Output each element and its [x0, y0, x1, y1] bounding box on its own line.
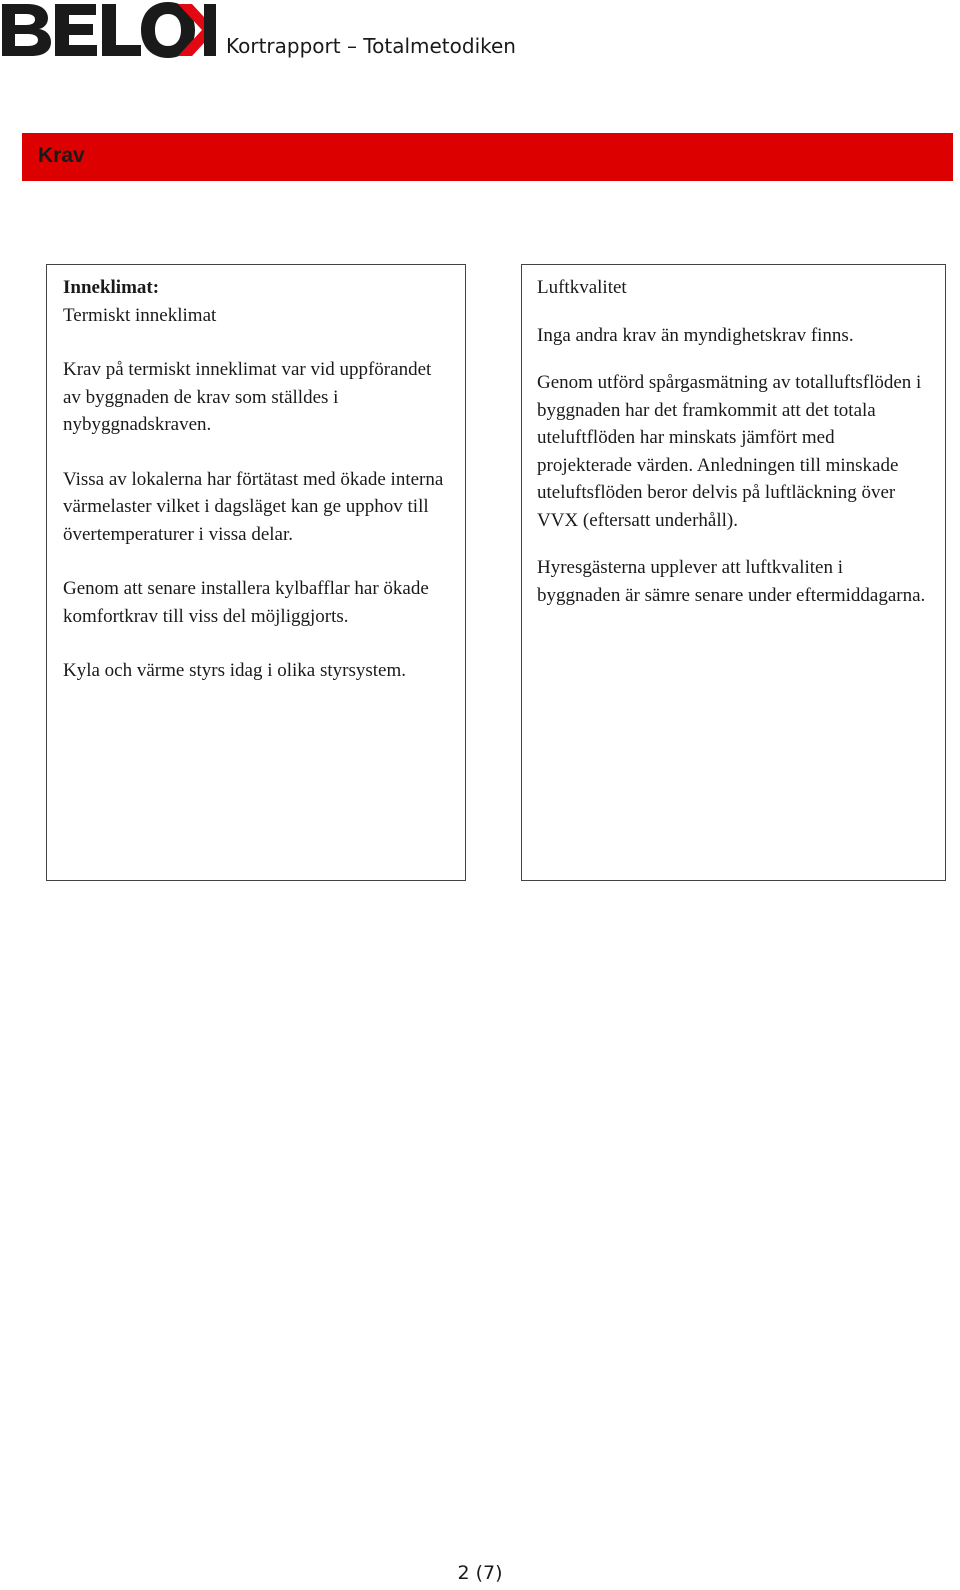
luftkvalitet-box [521, 264, 946, 881]
logo-letter-b [2, 4, 51, 56]
luftkvalitet-heading: Luftkvalitet [537, 277, 627, 298]
luftkvalitet-paragraph: Inga andra krav än myndighetskrav finns. [537, 324, 854, 346]
inneklimat-paragraph: Vissa av lokalerna har förtätast med ökade interna värmelaster vilket i dagsläget kan ge upphov till övertemperaturer i vissa delar. [63, 468, 444, 545]
luftkvalitet-paragraph: Genom utförd spårgasmätning av totalluftsflöden i byggnaden har det framkommit att det totala uteluftflöden har minskats jämfört med projekterade värden. Anledningen till minskade uteluftsflöden beror delvis på luftläckning över VVX (eftersatt underhåll). [537, 372, 922, 531]
page-number: 2 (7) [457, 1562, 503, 1584]
section-title: Krav [38, 144, 85, 167]
logo-k-stem [204, 4, 216, 56]
luftkvalitet-paragraph: Hyresgästerna upplever att luftkvaliten i byggnaden är sämre senare under eftermiddagarna. [537, 557, 926, 606]
inneklimat-paragraph: Krav på termiskt inneklimat var vid uppförandet av byggnaden de krav som ställdes i nybyggnadskraven. [63, 359, 432, 435]
inneklimat-box [46, 264, 466, 881]
document-title: Kortrapport – Totalmetodiken [226, 34, 516, 58]
inneklimat-heading: Inneklimat: [63, 277, 160, 298]
inneklimat-paragraph: Kyla och värme styrs idag i olika styrsystem. [63, 660, 406, 681]
belok-logo [2, 2, 218, 58]
logo-letter-l [102, 4, 141, 56]
logo-letter-e [55, 4, 97, 56]
section-banner [22, 133, 953, 181]
inneklimat-subheading: Termiskt inneklimat [63, 304, 217, 326]
page-header [0, 0, 960, 70]
inneklimat-paragraph: Genom att senare installera kylbafflar har ökade komfortkrav till viss del möjliggjorts. [63, 578, 429, 627]
